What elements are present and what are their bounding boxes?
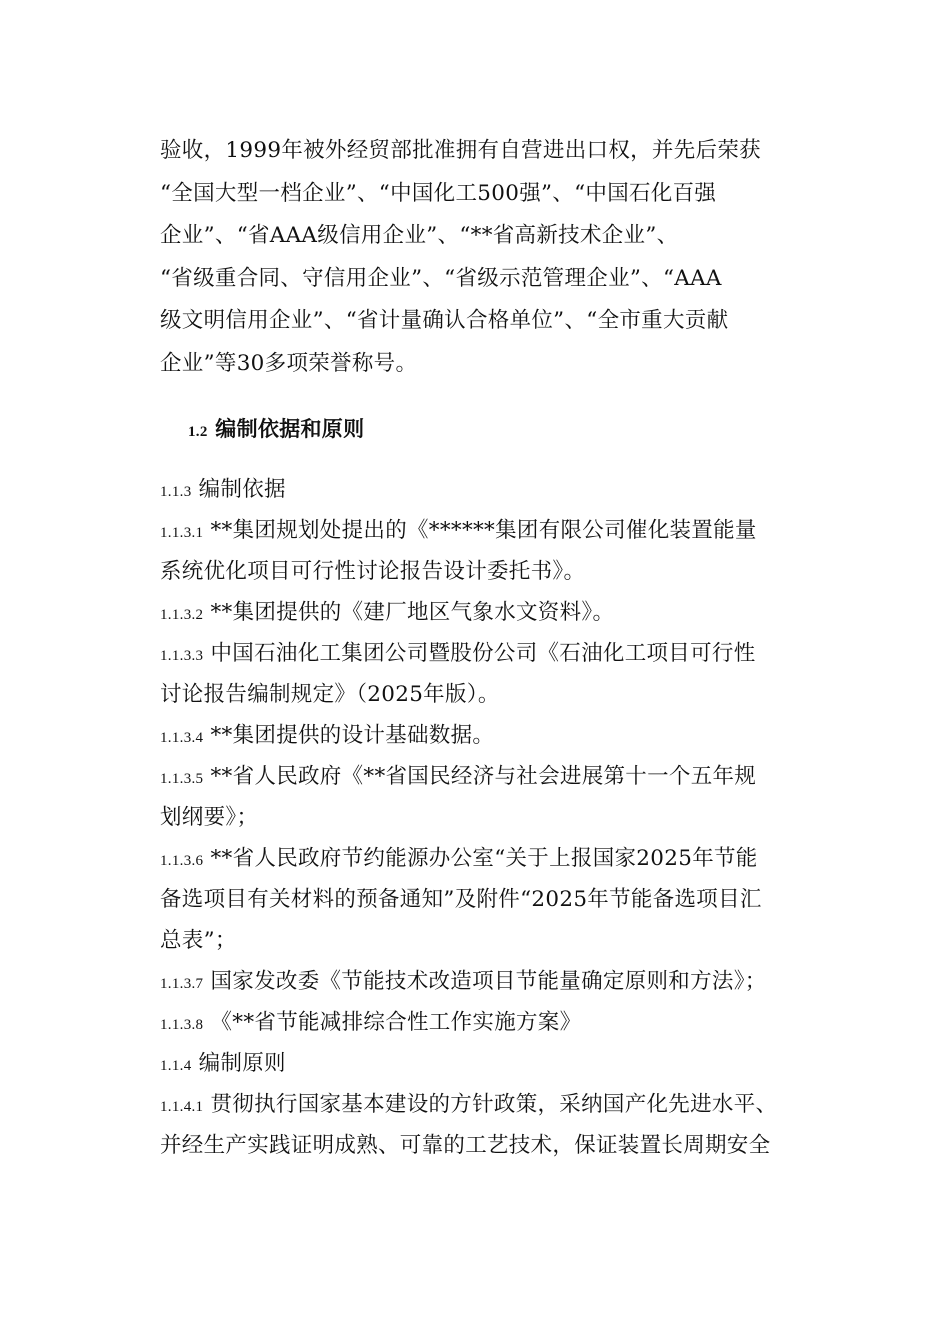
list-item: [160, 756, 840, 838]
item-number: 1.1.3.7: [160, 976, 204, 992]
item-first-line: [160, 592, 840, 633]
text-line: 企业”、“省AAA级信用企业”、“**省高新技术企业”、: [160, 223, 679, 248]
item-text: 系统优化项目可行性讨论报告设计委托书》。: [160, 559, 586, 584]
item-first-line: [160, 1043, 840, 1084]
item-text: 中国石油化工集团公司暨股份公司《石油化工项目可行性: [210, 641, 756, 666]
list-item: [160, 715, 840, 756]
item-first-line: [160, 1002, 840, 1043]
list-item: [160, 1043, 840, 1084]
item-text: 编制原则: [198, 1051, 286, 1076]
item-number: 1.1.3.5: [160, 771, 204, 787]
item-continuation-line: [160, 797, 840, 838]
item-continuation-line: [160, 920, 840, 961]
item-text: 国家发改委《节能技术改造项目节能量确定原则和方法》；: [210, 969, 767, 994]
item-first-line: [160, 633, 840, 674]
list-item: [160, 469, 840, 510]
text-line: “省级重合同、守信用企业”、“省级示范管理企业”、“AAA: [160, 265, 722, 291]
item-number: 1.1.3.1: [160, 525, 204, 541]
text-line: 企业”等30多项荣誉称号。: [160, 350, 418, 376]
item-first-line: [160, 1084, 840, 1125]
section-heading: [160, 407, 840, 451]
item-text: **集团规划处提出的《******集团有限公司催化装置能量: [210, 518, 757, 543]
item-text: 备选项目有关材料的预备通知”及附件“2025年节能备选项目汇: [160, 887, 762, 912]
item-number: 1.1.4: [160, 1058, 192, 1074]
item-first-line: [160, 756, 840, 797]
item-text: 讨论报告编制规定》（2025年版）。: [160, 682, 500, 707]
text-line: 验收，1999年被外经贸部批准拥有自营进出口权，并先后荣获: [160, 138, 761, 163]
item-number: 1.1.3: [160, 484, 192, 500]
item-list: [160, 469, 840, 1166]
intro-paragraph: [160, 130, 840, 385]
item-text: **集团提供的设计基础数据。: [210, 723, 495, 748]
item-continuation-line: [160, 1125, 840, 1166]
text-line: 级文明信用企业”、“省计量确认合格单位”、“全市重大贡献: [160, 308, 729, 333]
item-text: 贯彻执行国家基本建设的方针政策，采纳国产化先进水平、: [210, 1092, 778, 1117]
list-item: [160, 1084, 840, 1166]
item-continuation-line: [160, 674, 840, 715]
item-text: 并经生产实践证明成熟、可靠的工艺技术，保证装置长周期安全: [160, 1133, 771, 1158]
item-first-line: [160, 469, 840, 510]
section-title: 编制依据和原则: [215, 416, 365, 441]
list-item: [160, 838, 840, 961]
item-number: 1.1.3.2: [160, 607, 204, 623]
item-number: 1.1.3.6: [160, 853, 204, 869]
item-number: 1.1.3.3: [160, 648, 204, 664]
section-number: 1.2: [188, 424, 208, 440]
item-text: 划纲要》；: [160, 805, 259, 830]
list-item: [160, 592, 840, 633]
list-item: [160, 1002, 840, 1043]
document-body: [160, 130, 840, 1166]
item-text: 编制依据: [198, 477, 286, 502]
item-first-line: [160, 715, 840, 756]
item-continuation-line: [160, 879, 840, 920]
item-number: 1.1.3.4: [160, 730, 204, 746]
item-text: **省人民政府节约能源办公室“关于上报国家2025年节能: [210, 846, 758, 871]
list-item: [160, 633, 840, 715]
list-item: [160, 961, 840, 1002]
item-number: 1.1.3.8: [160, 1017, 204, 1033]
item-continuation-line: [160, 551, 840, 592]
item-text: **集团提供的《建厂地区气象水文资料》。: [210, 600, 615, 625]
item-first-line: [160, 961, 840, 1002]
item-first-line: [160, 510, 840, 551]
item-text: 总表”；: [160, 928, 237, 953]
item-number: 1.1.4.1: [160, 1099, 204, 1115]
item-text: 《**省节能减排综合性工作实施方案》: [210, 1010, 582, 1035]
text-line: “全国大型一档企业”、“中国化工500强”、“中国石化百强: [160, 180, 717, 206]
list-item: [160, 510, 840, 592]
item-first-line: [160, 838, 840, 879]
item-text: **省人民政府《**省国民经济与社会进展第十一个五年规: [210, 764, 757, 789]
